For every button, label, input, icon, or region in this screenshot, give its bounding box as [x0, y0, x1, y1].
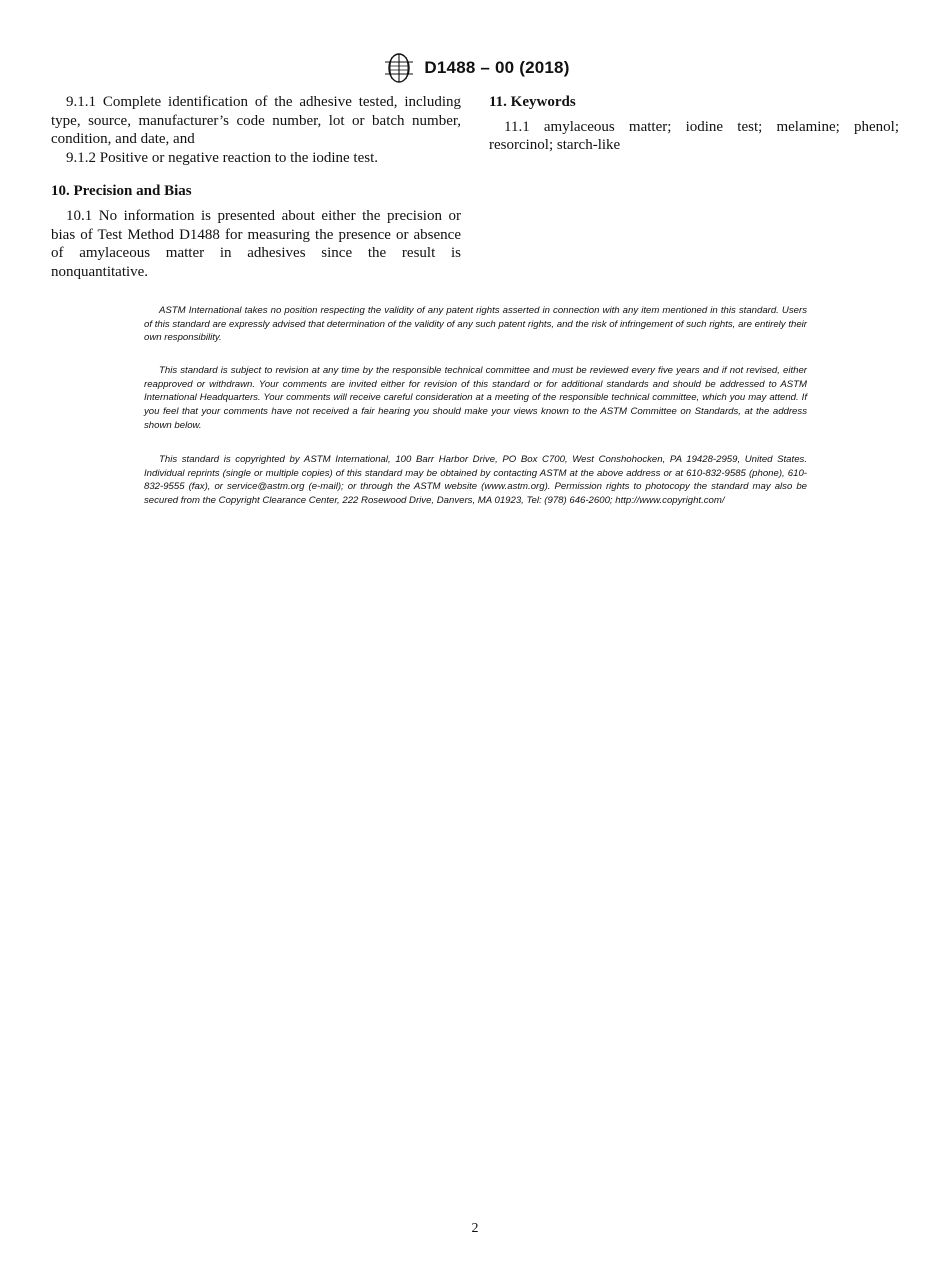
- section-heading-keywords: 11. Keywords: [489, 94, 576, 110]
- copyright-notice: This standard is copyrighted by ASTM International, 100 Barr Harbor Drive, PO Box C700, West Conshohocken, PA 19428-2959, United States. Individual reprints (single or multiple copies) of this standard may be obtained by contacting ASTM at the above address or at 610-832-9585 (phone), 610-832-9555 (fax), or service@astm.org (e-mail); or through the ASTM website (www.astm.org). Permission rights to photocopy the standard may also be secured from the Copyright Clearance Center, 222 Rosewood Drive, Danvers, MA 01923, Tel: (978) 646-2600; http://www.copyright.com/: [144, 454, 807, 507]
- page-number: 2: [471, 1221, 479, 1236]
- page-header: [0, 52, 950, 89]
- paragraph-10-1: 10.1 No information is presented about either the precision or bias of Test Method D1488 for measuring the presence or absence of amylaceous matter in adhesives since the result is nonquantitative.: [51, 207, 461, 280]
- astm-logo-icon: [380, 52, 418, 84]
- right-column: [489, 93, 899, 155]
- paragraph-11-1: 11.1 amylaceous matter; iodine test; melamine; phenol; resorcinol; starch-like: [489, 118, 899, 154]
- document-designation: D1488 – 00 (2018): [424, 58, 570, 77]
- patent-notice: ASTM International takes no position respecting the validity of any patent rights asserted in connection with any item mentioned in this standard. Users of this standard are expressly advised that determination of the validity of any such patent rights, and the risk of infringement of such rights, are entirely their own responsibility.: [144, 305, 807, 344]
- paragraph-9-1-2: 9.1.2 Positive or negative reaction to the iodine test.: [66, 149, 379, 166]
- paragraph-9-1-1: 9.1.1 Complete identification of the adhesive tested, including type, source, manufacturer’s code number, lot or batch number, condition, and date, and: [51, 94, 461, 148]
- section-heading-precision-and-bias: 10. Precision and Bias: [51, 183, 192, 200]
- left-column: [51, 93, 461, 281]
- revision-notice: This standard is subject to revision at any time by the responsible technical committee and must be reviewed every five years and if not revised, either reapproved or withdrawn. Your comments are invited either for revision of this standard or for additional standards and should be addressed to ASTM International Headquarters. Your comments will receive careful consideration at a meeting of the responsible technical committee, which you may attend. If you feel that your comments have not received a fair hearing you should make your views known to the ASTM Committee on Standards, at the address shown below.: [144, 365, 807, 431]
